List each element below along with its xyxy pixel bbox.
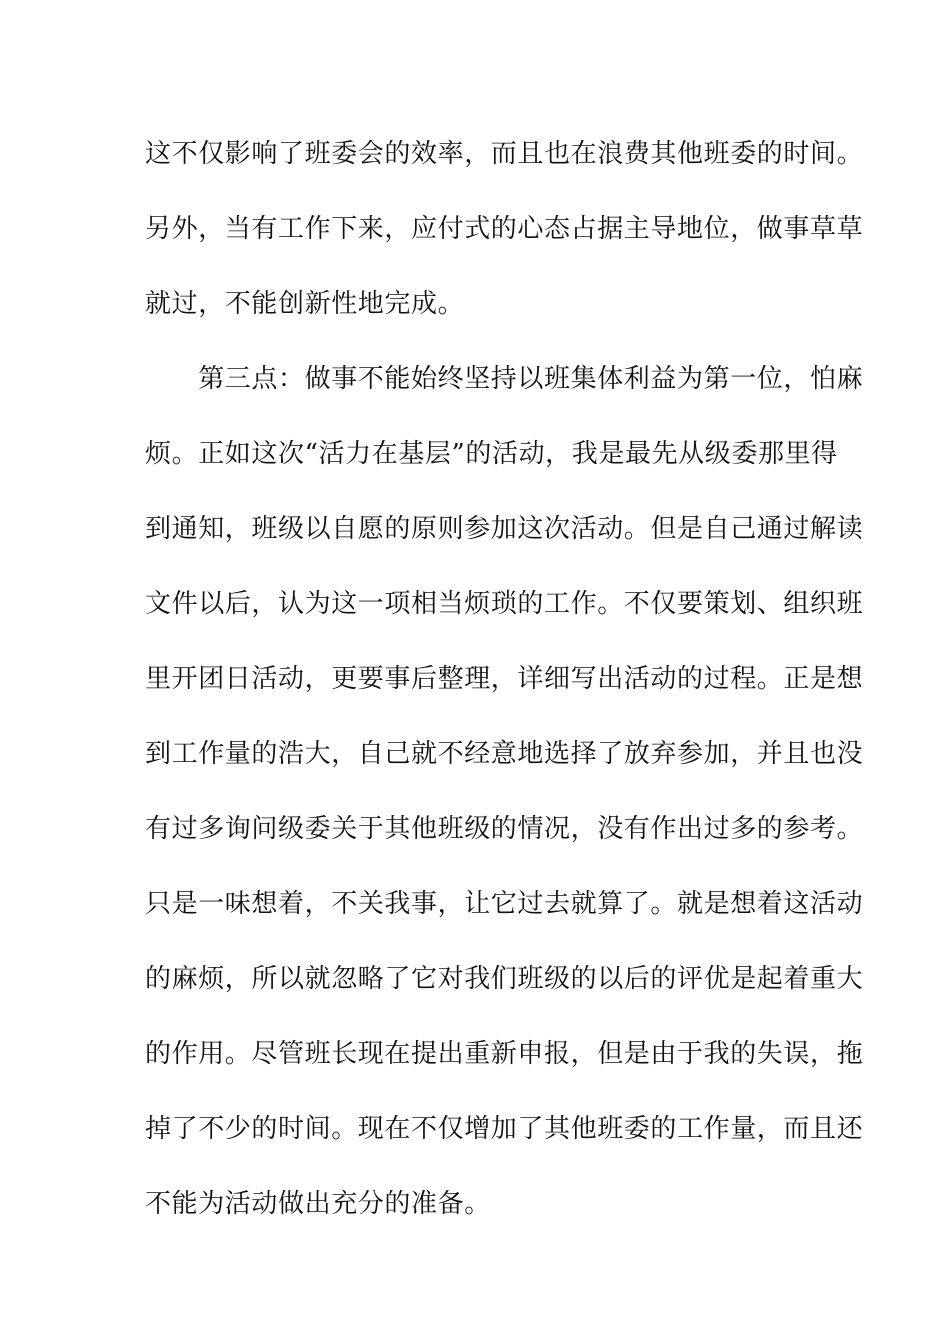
text-line-6: 到通知，班级以自愿的原则参加这次活动。但是自己通过解读 xyxy=(145,514,864,544)
body-text xyxy=(145,128,864,1253)
text-line-9: 到工作量的浩大，自己就不经意地选择了放弃参加，并且也没 xyxy=(145,739,864,769)
text-line-7: 文件以后，认为这一项相当烦琐的工作。不仅要策划、组织班 xyxy=(145,589,864,619)
text-line-12: 的麻烦，所以就忽略了它对我们班级的以后的评优是起着重大 xyxy=(145,964,864,994)
text-line-15: 不能为活动做出充分的准备。 xyxy=(145,1189,491,1219)
text-line-5: 烦。正如这次“活力在基层”的活动，我是最先从级委那里得 xyxy=(145,439,838,469)
text-line-10: 有过多询问级委关于其他班级的情况，没有作出过多的参考。 xyxy=(145,814,864,844)
text-line-2: 另外，当有工作下来，应付式的心态占据主导地位，做事草草 xyxy=(145,214,864,244)
text-line-4: 第三点：做事不能始终坚持以班集体利益为第一位，怕麻 xyxy=(145,364,864,394)
text-line-3: 就过，不能创新性地完成。 xyxy=(145,289,465,319)
text-line-1: 这不仅影响了班委会的效率，而且也在浪费其他班委的时间。 xyxy=(145,139,864,169)
text-line-13: 的作用。尽管班长现在提出重新申报，但是由于我的失误，拖 xyxy=(145,1039,864,1069)
text-line-8: 里开团日活动，更要事后整理，详细写出活动的过程。正是想 xyxy=(145,664,864,694)
text-line-14: 掉了不少的时间。现在不仅增加了其他班委的工作量，而且还 xyxy=(145,1114,864,1144)
text-line-11: 只是一味想着，不关我事，让它过去就算了。就是想着这活动 xyxy=(145,889,864,919)
